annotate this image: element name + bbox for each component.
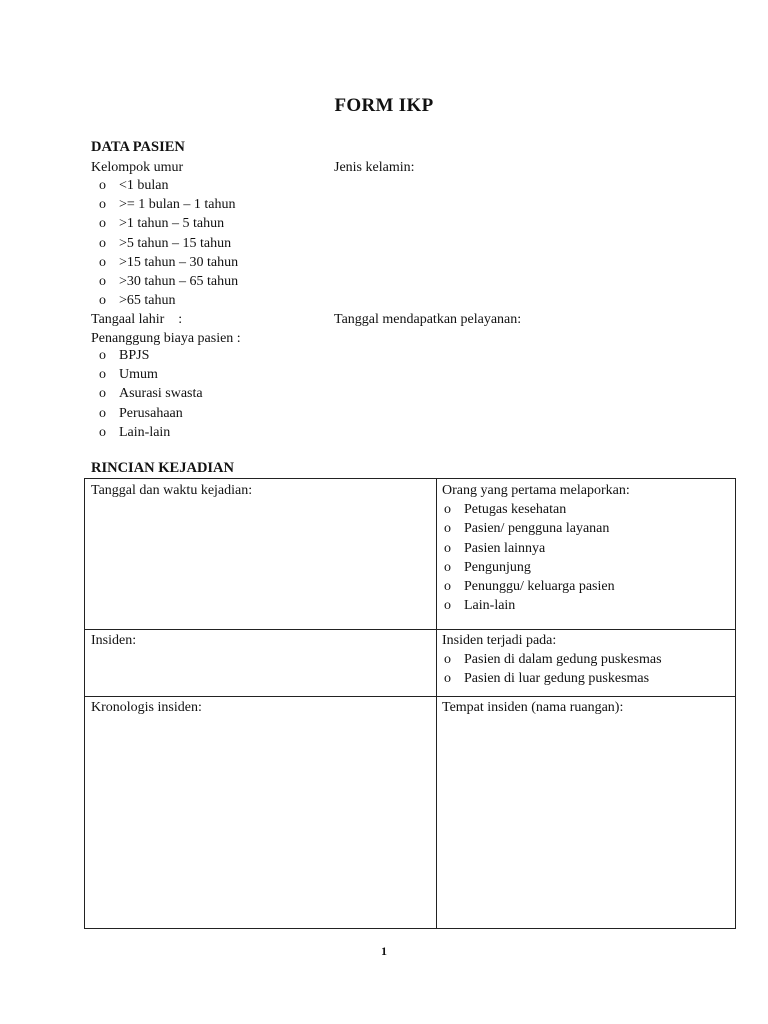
payer-option[interactable]: o Perusahaan [91,404,203,423]
bullet-circle-icon: o [99,293,106,309]
bullet-circle-icon: o [99,178,106,193]
pelapor-cell [442,481,630,615]
terjadi-pada-label: Insiden terjadi pada: [442,633,557,648]
bullet-circle-icon: o [444,502,451,518]
bullet-circle-icon: o [444,579,451,595]
tempat-label: Tempat insiden (nama ruangan): [442,700,624,715]
bullet-circle-icon: o [444,598,451,614]
terjadi-pada-list [442,650,662,688]
age-group-option[interactable]: o >65 tahun [91,291,238,310]
row-divider [85,629,735,630]
payer-option[interactable]: o Umum [91,365,203,384]
insiden-label: Insiden: [91,633,137,648]
bullet-circle-icon: o [444,521,451,537]
age-group-option[interactable]: o >1 tahun – 5 tahun [91,214,238,233]
age-group-option[interactable]: o >30 tahun – 65 tahun [91,272,238,291]
bullet-circle-icon: o [444,559,451,575]
payer-option[interactable]: o BPJS [91,346,203,365]
terjadi-pada-option[interactable]: o Pasien di luar gedung puskesmas [442,669,662,688]
rincian-kejadian-heading: RINCIAN KEJADIAN [91,460,234,476]
kelompok-umur-label: Kelompok umur [91,160,184,175]
form-title: FORM IKP [334,95,434,116]
kronologis-cell[interactable] [91,698,202,717]
tanggal-waktu-label: Tanggal dan waktu kejadian: [91,483,253,498]
pelapor-option[interactable]: o Pasien/ pengguna layanan [442,519,630,538]
payer-option[interactable]: o Lain-lain [91,423,203,442]
age-group-option[interactable]: o >5 tahun – 15 tahun [91,234,238,253]
tanggal-lahir-label: Tangaal lahir : [91,312,183,327]
page-number: 1 [381,944,387,958]
bullet-circle-icon: o [444,652,451,668]
bullet-circle-icon: o [99,405,106,421]
bullet-circle-icon: o [99,254,106,270]
age-group-option[interactable]: o >= 1 bulan – 1 tahun [91,195,238,214]
bullet-circle-icon: o [99,235,106,251]
terjadi-pada-option[interactable]: o Pasien di dalam gedung puskesmas [442,650,662,669]
age-group-option[interactable]: o >15 tahun – 30 tahun [91,253,238,272]
payer-option[interactable]: o Asurasi swasta [91,384,203,403]
age-group-list [91,176,238,310]
tanggal-waktu-cell[interactable] [91,481,252,500]
insiden-cell[interactable] [91,631,136,650]
tanggal-pelayanan-label: Tanggal mendapatkan pelayanan: [334,312,522,327]
age-group-option[interactable]: o <1 bulan [91,176,238,195]
bullet-circle-icon: o [444,540,451,556]
bullet-circle-icon: o [99,424,106,440]
terjadi-pada-cell [442,631,662,689]
rincian-table [84,478,736,929]
penanggung-biaya-label: Penanggung biaya pasien : [91,331,241,346]
bullet-circle-icon: o [99,367,106,383]
pelapor-option[interactable]: o Pasien lainnya [442,539,630,558]
data-pasien-heading: DATA PASIEN [91,139,185,155]
pelapor-label: Orang yang pertama melaporkan: [442,483,630,498]
kronologis-label: Kronologis insiden: [91,700,202,715]
bullet-circle-icon: o [99,348,106,363]
bullet-circle-icon: o [99,386,106,402]
bullet-circle-icon: o [99,197,106,213]
bullet-circle-icon: o [99,274,106,290]
pelapor-option[interactable]: o Penunggu/ keluarga pasien [442,577,630,596]
pelapor-list [442,500,630,615]
bullet-circle-icon: o [444,671,451,687]
pelapor-option[interactable]: o Pengunjung [442,558,630,577]
pelapor-option[interactable]: o Petugas kesehatan [442,500,630,519]
bullet-circle-icon: o [99,216,106,232]
pelapor-option[interactable]: o Lain-lain [442,596,630,615]
jenis-kelamin-label: Jenis kelamin: [334,160,415,175]
row-divider [85,696,735,697]
payer-list [91,346,203,442]
tempat-cell[interactable] [442,698,623,717]
column-divider [436,479,437,928]
